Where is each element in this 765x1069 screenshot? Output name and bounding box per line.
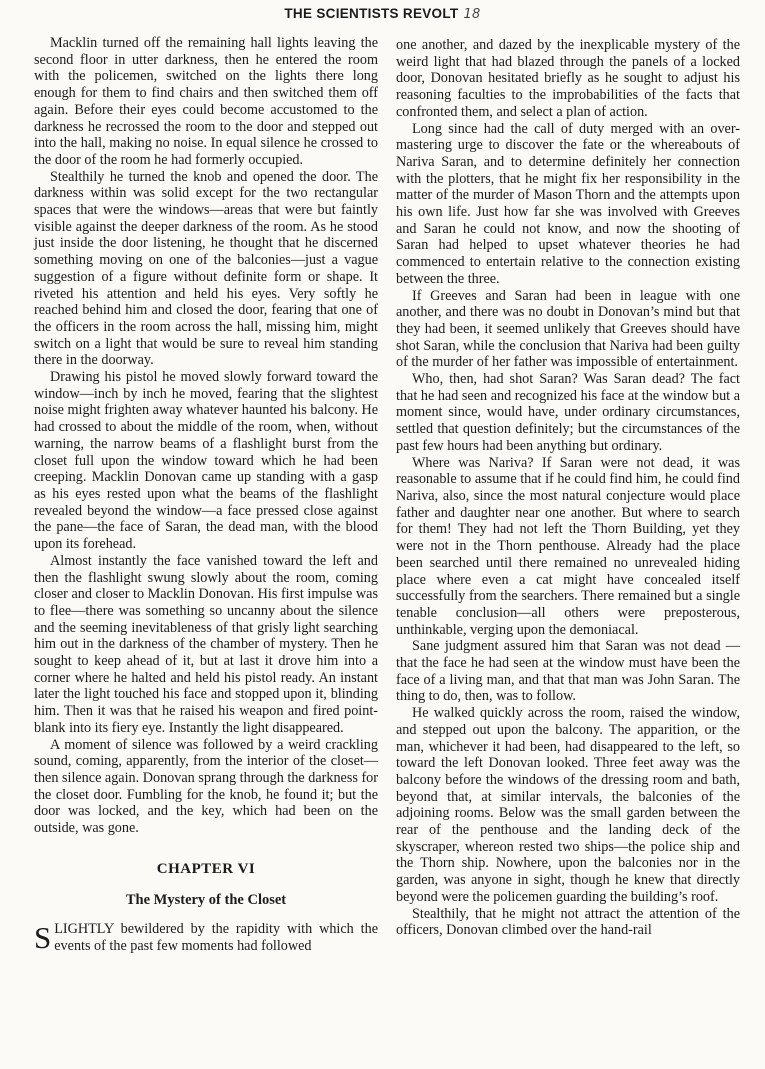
running-header [0, 6, 765, 22]
paragraph: Almost instantly the face vanished toward the left and then the flashlight swung slowly about the room, coming closer and closer to Macklin Donovan. His first impulse was to flee—there was something so uncanny about the silence and the seeming inevitableness of that grisly light searching him out in the darkness of the chamber of mystery. Then he sought to keep ahead of it, but at last it drove him into a corner where he halted and held his pistol ready. An instant later the light touched his face and stopped upon it, blinding him. Then it was that he raised his weapon and fired point-blank into its fiery eye. Instantly the light disappeared. [34, 552, 378, 736]
paragraph: Stealthily he turned the knob and opened the door. The darkness within was solid except for the two rectangular spaces that were the windows—areas that were but faintly visible against the deeper darkness of the room. As he stood just inside the door listening, he thought that he discerned something moving on one of the balconies—just a vague suggestion of a figure without definite form or shape. It riveted his attention and held his eyes. Very softly he reached behind him and closed the door, fearing that one of the officers in the room across the hall, missing him, might switch on a light that would be sure to reveal him standing there in the doorway. [34, 168, 378, 369]
paragraph: Stealthily, that he might not attract the attention of the officers, Donovan climbed over the hand-rail [396, 905, 740, 939]
header-title: THE SCIENTISTS REVOLT [284, 6, 459, 21]
paragraph: Sane judgment assured him that Saran was not dead —that the face he had seen at the window must have been the face of a living man, and that that man was John Saran. The thing to do, then, was to follow. [396, 638, 740, 705]
paragraph: Where was Nariva? If Saran were not dead, it was reasonable to assume that if he could find him, he could find Nariva, also, since the most natural conjecture would place father and daughter near one another. But where to search for them! They had not left the Thorn Building, yet they were not in the Thorn penthouse. Already had the place been searched until there remained no unrevealed hiding place where even a cat might have concealed itself successfully from the searchers. There remained but a single tenable conclusion—all others were preposterous, unthinkable, verging upon the demoniacal. [396, 454, 740, 638]
chapter-heading: CHAPTER VI [156, 860, 256, 877]
page-number: 18 [463, 7, 481, 22]
paragraph: He walked quickly across the room, raised the window, and stepped out upon the balcony. The apparition, or the man, whichever it had been, had disappeared to the left, so toward the left Donovan looked. Three feet away was the balcony before the windows of the dressing room and bath, beyond that, at similar intervals, the balconies of the adjoining rooms. Below was the small garden between the rear of the penthouse and the landing deck of the skyscraper, whereon rested two ships—the police ship and the Thorn ship. Nowhere, upon the balconies nor in the garden, was anyone in sight, though he knew that directly beyond were the policemen guarding the building’s roof. [396, 705, 740, 905]
paragraph: A moment of silence was followed by a weird crackling sound, coming, apparently, from the interior of the closet—then silence again. Donovan sprang through the darkness for the closet door. Fumbling for the knob, he found it; but the door was locked, and the key, which had been on the outside, was gone. [34, 736, 378, 837]
chapter-subtitle: The Mystery of the Closet [125, 892, 287, 909]
opening-text: LIGHTLY bewildered by the rapidity with which the events of the past few moments had followed [54, 921, 378, 954]
paragraph-continued: one another, and dazed by the inexplicable mystery of the weird light that had blazed through the panels of a locked door, Donovan hesitated briefly as he sought to adjust his reasoning faculties to the improbabilities of the facts that confronted them, and select a plan of action. [396, 37, 740, 120]
paragraph: If Greeves and Saran had been in league with one another, and there was no doubt in Donovan’s mind but that they had been, it seemed unlikely that Greeves should have shot Saran, while the conclusion that Nariva had been guilty of the murder of her father was impossible of entertainment. [396, 287, 740, 371]
drop-cap: S [34, 920, 52, 956]
paragraph: Drawing his pistol he moved slowly forward toward the window—inch by inch he moved, fearing that the slightest noise might frighten away whatever haunted his balcony. He had crossed to about the middle of the room, when, without warning, the narrow beams of a flashlight burst from the closet full upon the window toward which he had been creeping. Macklin Donovan came up standing with a gasp as his eyes rested upon what the beams of the flashlight revealed beyond the window—a face pressed close against the pane—the face of Saran, the dead man, with the blood upon its forehead. [34, 369, 378, 553]
paragraph: Macklin turned off the remaining hall lights leaving the second floor in utter darkness, then he entered the room with the policemen, switched on the lights there long enough for them to find chairs and then switched them off again. Before their eyes could become accustomed to the darkness he recrossed the room to the door and stepped out into the hall, making no noise. In equal silence he crossed to the door of the room he had formerly occupied. [34, 35, 378, 168]
paragraph: Who, then, had shot Saran? Was Saran dead? The fact that he had seen and recognized his face at the window but a moment since, would have, under ordinary circumstances, settled that question definitely; but the circumstances of the past few hours had been anything but ordinary. [396, 371, 740, 454]
left-column [34, 35, 378, 955]
right-column [396, 37, 740, 939]
paragraph: Long since had the call of duty merged with an over-mastering urge to discover the fate or the whereabouts of Nariva Saran, and to determine definitely her connection with the plotters, that he might fix her responsibility in the matter of the murder of Mason Thorn and the attempts upon his own life. Just how far she was involved with Greeves and Saran he could not know, and now the shooting of Saran had helped to upset whatever theories he had commenced to entertain relative to the connection existing between the three. [396, 120, 740, 287]
chapter-opening-paragraph [34, 921, 378, 954]
